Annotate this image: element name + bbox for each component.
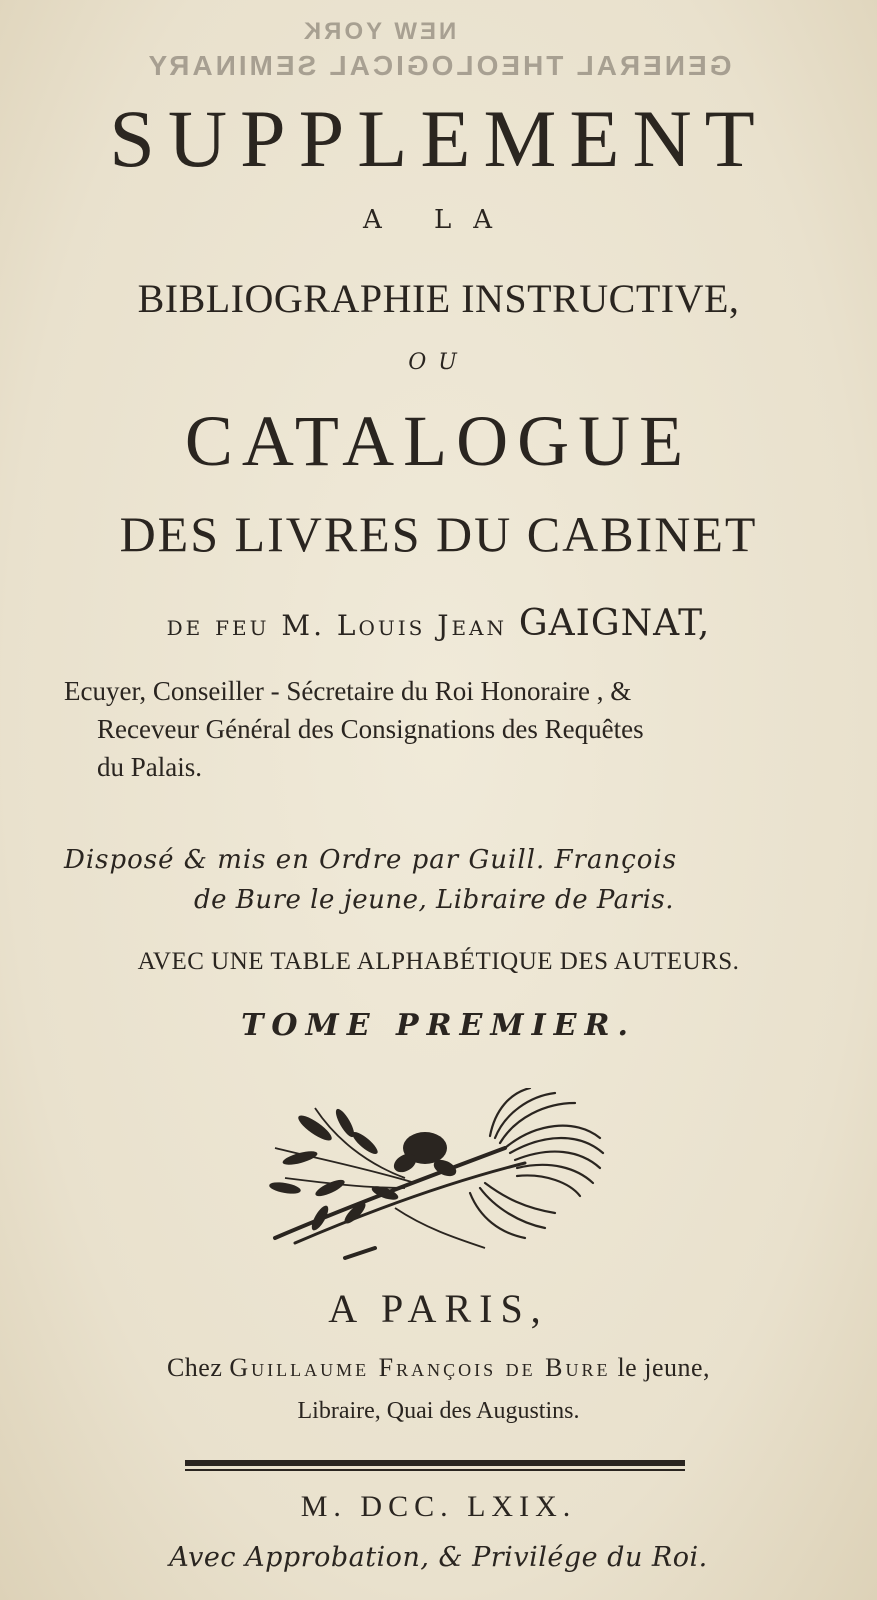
owner-line (0, 603, 877, 644)
imprint-city: A PARIS, (328, 1286, 549, 1331)
title-subject: BIBLIOGRAPHIE INSTRUCTIVE, (137, 276, 740, 321)
stamp-line-1: NEW YORK (300, 18, 457, 45)
owner-surname: GAIGNAT, (518, 603, 711, 644)
arranger-line-1: Disposé & mis en Ordre par Guill. François (64, 845, 678, 875)
arranger-credit (64, 840, 804, 920)
description-line-1: Ecuyer, Conseiller - Sécretaire du Roi Honoraire , & (64, 676, 632, 706)
royal-approbation: Avec Approbation, & Privilége du Roi. (169, 1542, 708, 1573)
publication-year: M. DCC. LXIX. (300, 1490, 577, 1523)
publisher-chez: Chez (166, 1353, 223, 1382)
owner-prefix: de feu M. Louis Jean (166, 609, 507, 642)
stamp-line-2: GENERAL THEOLOGICAL SEMINARY (145, 50, 732, 81)
library-stamp (0, 18, 877, 82)
table-note: AVEC UNE TABLE ALPHABÉTIQUE DES AUTEURS. (137, 948, 740, 975)
publisher-name: Guillaume François de Bure (229, 1353, 611, 1382)
publisher-address: Libraire, Quai des Augustins. (297, 1398, 580, 1424)
rule-thick (185, 1460, 685, 1466)
arranger-line-2: de Bure le jeune, Libraire de Paris. (193, 885, 675, 915)
floral-ornament-icon (255, 1088, 610, 1263)
rule-thin (185, 1469, 685, 1471)
description-line-3: du Palais. (97, 752, 202, 782)
publisher-line (0, 1353, 877, 1383)
collection-heading: DES LIVRES DU CABINET (119, 506, 758, 562)
description-line-2: Receveur Général des Consignations des Requêtes (97, 714, 644, 744)
volume-label: TOME PREMIER. (241, 1008, 636, 1043)
title-preposition: A LA (362, 205, 515, 235)
owner-description (64, 672, 804, 786)
publisher-suffix: le jeune, (617, 1353, 711, 1382)
main-title: SUPPLEMENT (109, 93, 768, 184)
double-rule-divider (185, 1460, 685, 1472)
title-or: OU (408, 350, 469, 375)
catalogue-heading: CATALOGUE (184, 401, 693, 481)
